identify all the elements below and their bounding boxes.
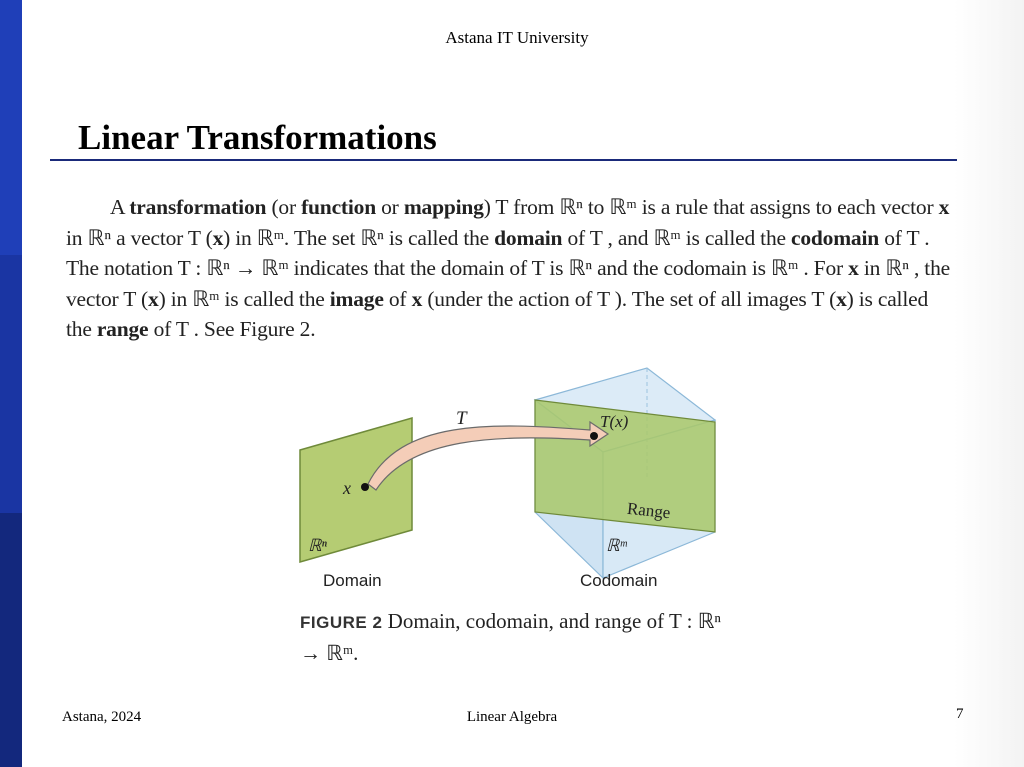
slide-title: Linear Transformations — [78, 118, 437, 157]
figure-tag: FIGURE 2 — [300, 613, 383, 632]
domain-codomain-diagram — [290, 360, 730, 600]
domain-caption-label: Domain — [323, 571, 382, 590]
codomain-caption-label: Codomain — [580, 571, 658, 590]
footer-location-date: Astana, 2024 — [62, 709, 142, 725]
arrow-label-t: T — [456, 408, 467, 429]
accent-segment-middle — [0, 255, 22, 513]
point-tx-label: T(x) — [600, 412, 629, 431]
right-edge-shade — [954, 0, 1024, 767]
figure-2-diagram — [290, 360, 730, 600]
left-accent-bar — [0, 0, 22, 767]
figure-caption — [300, 606, 740, 668]
slide-number: 7 — [956, 706, 964, 722]
codomain-space-label: ℝᵐ — [606, 536, 627, 555]
figure-caption-text: Domain, codomain, and range of T : ℝⁿ → ℝᵐ. — [300, 609, 721, 665]
point-tx-dot — [590, 432, 598, 440]
footer-course-name: Linear Algebra — [466, 709, 558, 725]
definition-paragraph: A transformation (or function or mapping) T from ℝⁿ to ℝᵐ is a rule that assigns to each vector x in ℝⁿ a vector T (x) in ℝᵐ. The set ℝⁿ is called the domain of T , and ℝᵐ is called the codomain of T . The notation T : ℝⁿ → ℝᵐ indicates that the domain of T is ℝⁿ and the codomain is ℝᵐ . For x in ℝⁿ , the vector T (x) in ℝᵐ is called the image of x (under the action of T ). The set of all images T (x) is called the range of T . See Figure 2. — [66, 195, 950, 341]
accent-segment-bottom — [0, 513, 22, 767]
domain-space-label: ℝⁿ — [308, 536, 327, 555]
range-label: Range — [626, 498, 672, 523]
point-x-dot — [361, 483, 369, 491]
header-institution: Astana IT University — [445, 28, 589, 47]
title-underline — [50, 159, 957, 161]
point-x-label: x — [343, 478, 351, 498]
